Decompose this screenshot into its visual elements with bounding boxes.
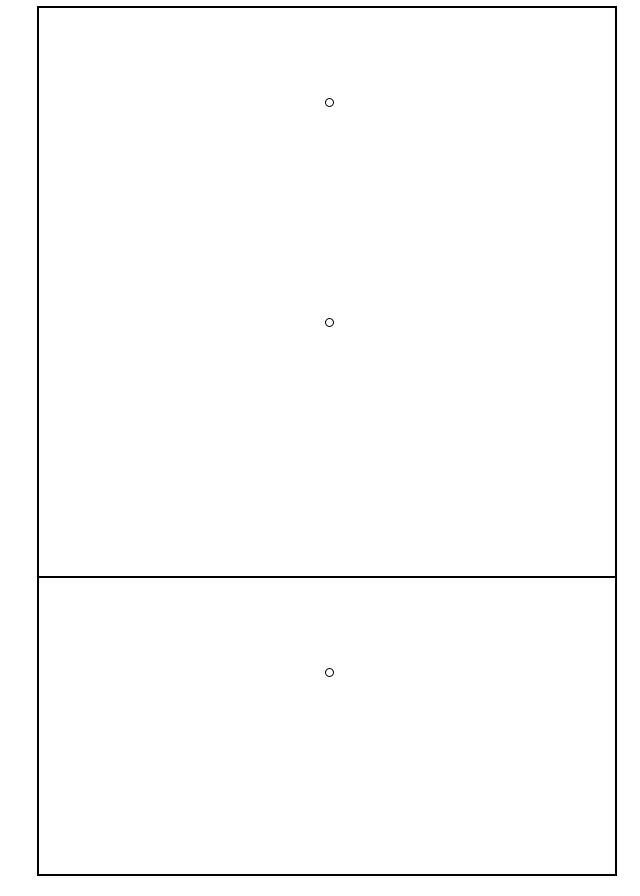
page-divider bbox=[37, 576, 617, 578]
binding-hole-mark bbox=[325, 98, 334, 107]
binding-hole-mark bbox=[325, 318, 334, 327]
binding-hole-mark bbox=[325, 668, 334, 677]
page-frame bbox=[37, 6, 617, 876]
